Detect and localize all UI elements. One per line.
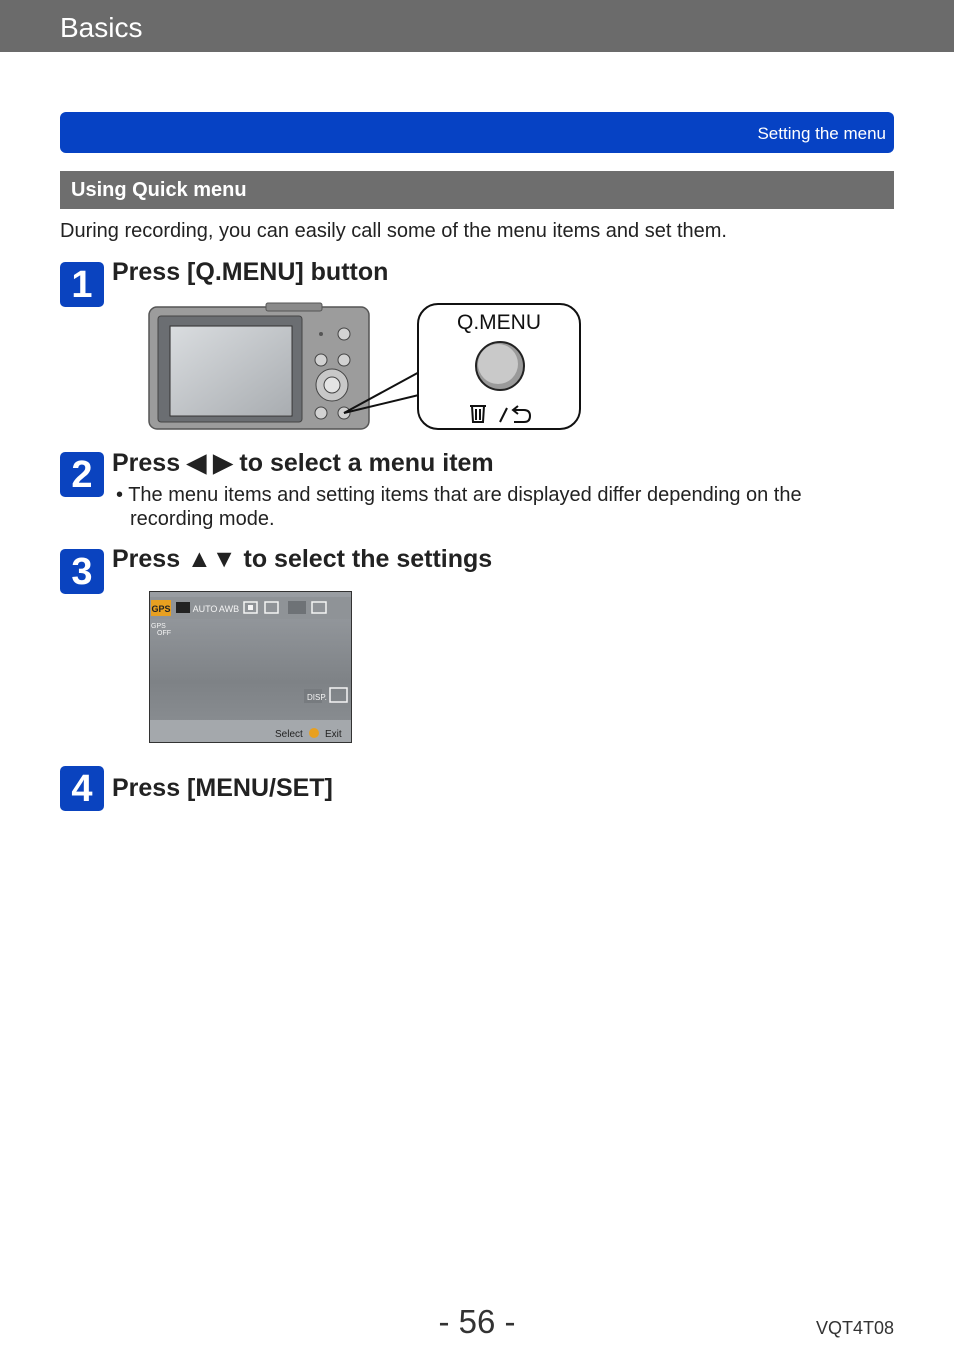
gps-icon: GPS [151,604,171,614]
step-2-badge: 2 [60,452,104,497]
gps-off-label: OFF [157,630,171,637]
burst-icon [288,601,306,614]
awb-label: AWB [218,604,240,614]
topic-banner [60,112,894,153]
disp-label: DISP. [307,693,327,702]
step-1-title: Press [Q.MENU] button [112,258,389,286]
exit-label: Exit [325,729,342,740]
intro-text: During recording, you can easily call some of the menu items and set them. [60,220,727,242]
quick-menu-screen-svg [150,592,352,743]
camera-back-illustration [148,302,584,432]
auto-iso-label: AUTO [192,604,218,614]
note-line-2: recording mode. [130,508,275,530]
step-3-title: Press ▲▼ to select the settings [112,545,493,573]
document-code: VQT4T08 [815,1318,894,1338]
step-4-title: Press [MENU/SET] [112,774,333,802]
step-1-badge: 1 [60,262,104,307]
select-label: Select [275,729,303,740]
display-toggle-icon [330,688,347,702]
chapter-title: Basics [60,12,143,43]
section-heading-bar [60,171,894,209]
top-header-bar [0,0,954,52]
menu-set-icon [309,728,319,738]
step-3-badge: 3 [60,549,104,594]
note-bullet: • [116,484,124,506]
step-2-note [116,483,876,531]
section-title: Using Quick menu [71,179,247,201]
quick-menu-screen [149,591,352,743]
page-number: - 56 - [438,1303,516,1340]
step-4-badge: 4 [60,766,104,811]
step-2-title: Press ◀ ▶ to select a menu item [112,449,494,477]
gps-status-label: GPS [151,623,166,630]
film-icon [176,602,190,613]
note-line-1: The menu items and setting items that are displayed differ depending on the [128,484,802,506]
topic-label[interactable]: Setting the menu [757,124,886,143]
qmenu-button-label: Q.MENU [457,311,541,334]
